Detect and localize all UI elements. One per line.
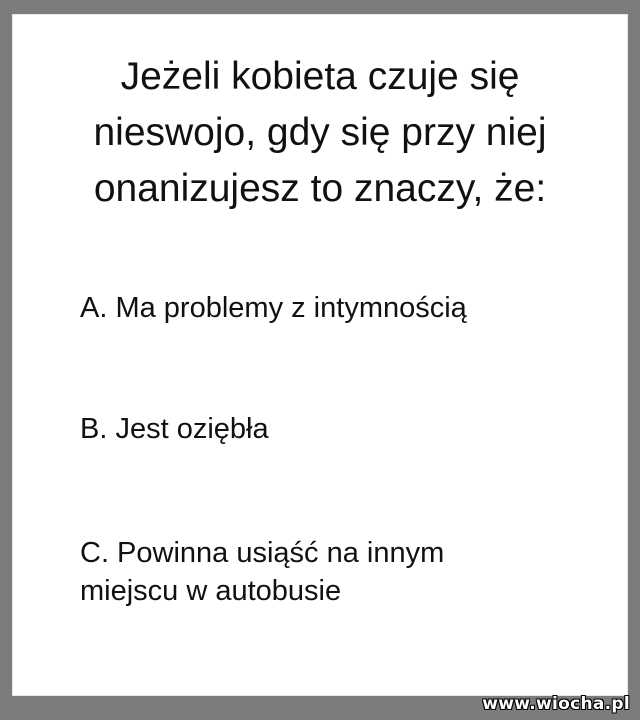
question-line-3: onanizujesz to znaczy, że: bbox=[93, 167, 547, 210]
answer-c-line-2: miejscu w autobusie bbox=[80, 575, 342, 607]
meme-card bbox=[12, 14, 628, 696]
question-line-2: nieswojo, gdy się przy niej bbox=[93, 111, 547, 154]
question-text bbox=[13, 49, 627, 217]
answer-c bbox=[80, 534, 444, 610]
answer-b: B. Jest oziębła bbox=[80, 413, 269, 445]
question-line-1: Jeżeli kobieta czuje się bbox=[120, 55, 520, 98]
answer-c-line-1: C. Powinna usiąść na innym bbox=[80, 537, 445, 569]
answer-a: A. Ma problemy z intymnością bbox=[80, 292, 467, 324]
watermark: www.wiocha.pl bbox=[482, 694, 630, 714]
